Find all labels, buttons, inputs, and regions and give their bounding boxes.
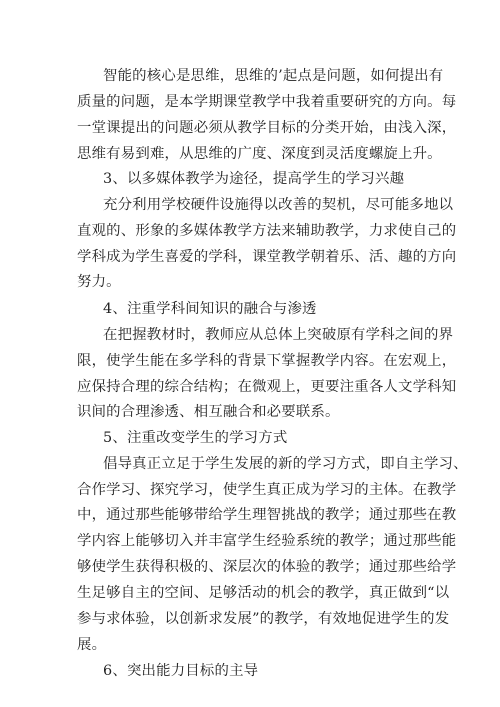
paragraph-line: 中，通过那些能够带给学生理智挑战的教学；通过那些在教 xyxy=(77,507,457,523)
paragraph-line: 一堂课提出的问题必须从教学目标的分类开始，由浅入深， xyxy=(77,120,457,136)
paragraph-line: 充分利用学校硬件设施得以改善的契机，尽可能多地以 xyxy=(103,197,454,213)
paragraph-line: 思维有易到难，从思维的广度、深度到灵活度螺旋上升。 xyxy=(77,146,442,162)
section-heading: 4、注重学科间知识的融合与渗透 xyxy=(103,301,317,317)
paragraph-line: 学科成为学生喜爱的学科，课堂教学朝着乐、活、趣的方向 xyxy=(77,249,457,265)
paragraph-line: 限，使学生能在多学科的背景下掌握教学内容。在宏观上， xyxy=(77,353,457,369)
paragraph-line: 应保持合理的综合结构；在微观上，更要注重各人文学科知 xyxy=(77,379,457,395)
paragraph-line: 倡导真正立足于学生发展的新的学习方式，即自主学习、 xyxy=(103,456,468,472)
paragraph-line: 直观的、形象的多媒体教学方法来辅助教学，力求使自己的 xyxy=(77,223,457,239)
paragraph-line: 生足够自主的空间、足够活动的机会的教学，真正做到“以 xyxy=(77,585,450,601)
paragraph-line: 识间的合理渗透、相互融合和必要联系。 xyxy=(77,404,340,420)
paragraph-line: 合作学习、探究学习，使学生真正成为学习的主体。在教学 xyxy=(77,482,457,498)
section-heading: 3、以多媒体教学为途径，提高学生的学习兴趣 xyxy=(103,171,405,187)
paragraph-line: 智能的核心是思维，思维的’起点是问题，如何提出有 xyxy=(103,68,444,84)
section-heading: 5、注重改变学生的学习方式 xyxy=(103,430,288,446)
paragraph-line: 学内容上能够切入并丰富学生经验系统的教学；通过那些能 xyxy=(77,533,457,549)
paragraph-line: 在把握教材时，教师应从总体上突破原有学科之间的界 xyxy=(103,327,454,343)
paragraph-line: 质量的问题，是本学期课堂教学中我着重要研究的方向。每 xyxy=(77,94,457,110)
section-heading: 6、突出能力目标的主导 xyxy=(103,663,259,679)
paragraph-line: 展。 xyxy=(77,637,107,653)
paragraph-line: 参与求体验，以创新求发展”的教学，有效地促进学生的发 xyxy=(77,611,450,627)
paragraph-line: 够使学生获得积极的、深层次的体验的教学；通过那些给学 xyxy=(77,559,457,575)
paragraph-line: 努力。 xyxy=(77,274,121,290)
